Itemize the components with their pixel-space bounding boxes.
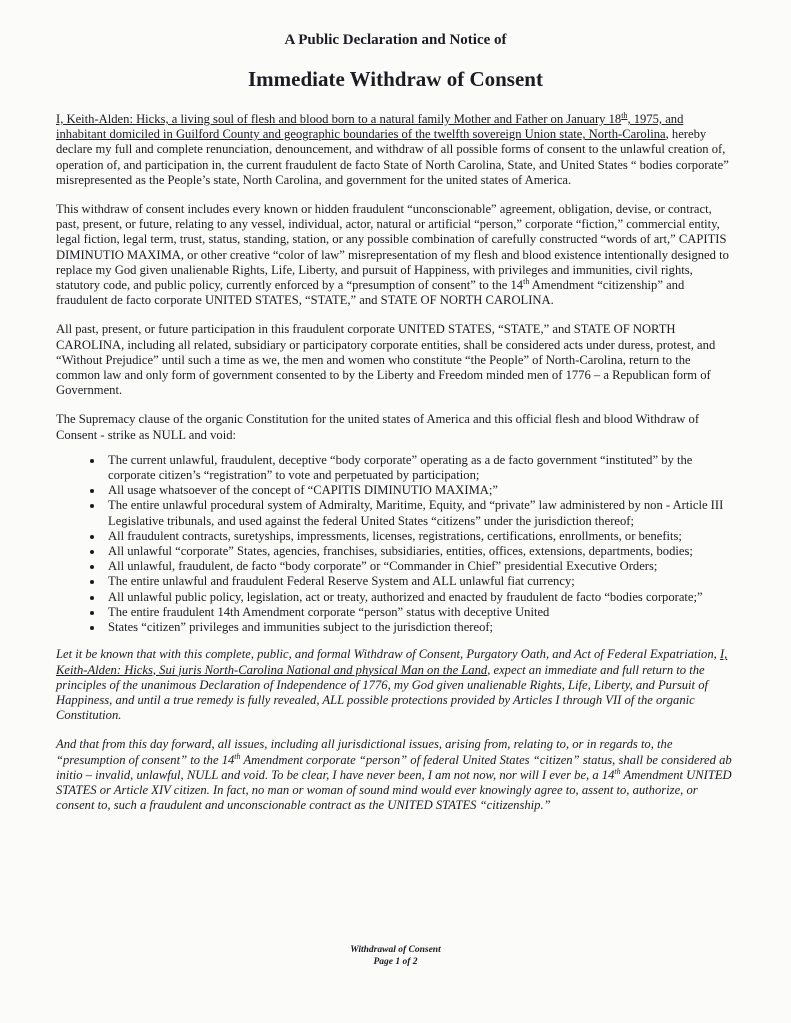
footer-document-name: Withdrawal of Consent — [350, 945, 441, 955]
ordinal-suffix: th — [523, 276, 530, 286]
expatriation-text-part1: Let it be known that with this complete, public, and formal Withdraw of Consent, Purgatory Oath, and Act of Federal Expatriation, — [56, 647, 720, 662]
list-item: • All unlawful public policy, legislation, act or treaty, authorized and enacted by fraudulent de facto “bodies corporate;” — [104, 590, 735, 605]
document-subtitle: A Public Declaration and Notice of — [284, 32, 507, 48]
list-item: • The entire unlawful procedural system of Admiralty, Maritime, Equity, and “private” law administered by non - Article III Legislative tribunals, and used against the federal United States “citizens” under the jurisdiction thereof; — [104, 498, 735, 528]
list-item: • All fraudulent contracts, suretyships, impressments, licenses, registrations, certifications, enrollments, or benefits; — [104, 529, 735, 544]
scope-text-part2: Amendment “citizenship” and fraudulent de facto corporate UNITED STATES, “STATE,” and STATE OF NORTH CAROLINA. — [56, 278, 685, 308]
declaration-body: , hereby declare my full and complete renunciation, denouncement, and withdraw of all possible forms of consent to the unlawful creation of, operation of, and participation in, the current fraudulent de facto State of North Carolina, State, and United States “ bodies corporate” misrepresented as the People’s state, North Carolina, and government for the united states of America. — [56, 127, 729, 187]
declarant-statement-part2: , 1975, and inhabitant domiciled in Guilford County and geographic boundaries of the twelfth sovereign Union state, North-Carolina — [56, 112, 684, 142]
nullification-text-part3: Amendment UNITED STATES or Article XIV citizen. In fact, no man or woman of sound mind would ever knowingly agree to, assent to, authorize, or consent to, such a fraudulent and unconscionable contract as the UNITED STATES “citizenship.” — [56, 767, 732, 813]
ordinal-suffix: th — [614, 766, 621, 776]
list-item: • States “citizen” privileges and immunities subject to the jurisdiction thereof; — [104, 620, 735, 635]
ordinal-suffix: th — [234, 751, 241, 761]
nullification-text-part1: And that from this day forward, all issues, including all jurisdictional issues, arising from, relating to, or in regards to, the “presumption of consent” to the 14 — [56, 737, 673, 767]
expatriation-text-part2: , expect an immediate and full return to the principles of the unanimous Declaration of Independence of 1776, my God given unalienable Rights, Life, Liberty, and Pursuit of Happiness, and until a true remedy is fully revealed, ALL possible protections provided by Articles I through VII of the organic Constitution. — [56, 662, 708, 723]
paragraph-scope — [56, 202, 735, 308]
paragraph-declaration — [56, 112, 735, 188]
list-item: • The current unlawful, fraudulent, deceptive “body corporate” operating as a de facto government “instituted” by the corporate citizen’s “registration” to vote and perpetuated by participation; — [104, 453, 735, 483]
nullified-items-list — [56, 453, 735, 635]
list-item: • The entire fraudulent 14th Amendment corporate “person” status with deceptive United — [104, 605, 735, 620]
ordinal-suffix: th — [621, 110, 628, 120]
declarant-name-statement: I, Keith-Alden: Hicks, Sui juris North-Carolina National and physical Man on the Land — [56, 647, 728, 677]
scope-text-part1: This withdraw of consent includes every known or hidden fraudulent “unconscionable” agreement, obligation, devise, or contract, past, present, or future, relating to any vessel, individual, actor, natural or artificial “person,” corporate “fiction,” commercial entity, legal fiction, legal term, trust, status, standing, station, or any possible combination of carefully constructed “words of art,” CAPITIS DIMINUTIO MAXIMA, or other creative “color of law” misrepresentation of my flesh and blood existence intentionally designed to replace my God given unalienable Rights, Life, Liberty, and pursuit of Happiness, with privileges and immunities, civil rights, statutory code, and public policy, currently enforced by a “presumption of consent” to the 14 — [56, 202, 729, 293]
paragraph-expatriation — [56, 647, 735, 723]
list-item: • All unlawful, fraudulent, de facto “body corporate” or “Commander in Chief” presidential Executive Orders; — [104, 559, 735, 574]
paragraph-supremacy: The Supremacy clause of the organic Constitution for the united states of America and this official flesh and blood Withdraw of Consent - strike as NULL and void: — [56, 412, 700, 442]
document-title: Immediate Withdraw of Consent — [248, 67, 543, 91]
footer-page-number: Page 1 of 2 — [373, 957, 418, 967]
nullification-text-part2: Amendment corporate “person” of federal United States “citizen” status, shall be considered ab initio – invalid, unlawful, NULL and void. To be clear, I have never been, I am not now, nor will I ever be, a 14 — [56, 752, 732, 782]
list-item: • All usage whatsoever of the concept of “CAPITIS DIMINUTIO MAXIMA;” — [104, 483, 735, 498]
declarant-statement-part1: I, Keith-Alden: Hicks, a living soul of flesh and blood born to a natural family Mother and Father on January 18 — [56, 112, 622, 126]
paragraph-participation: All past, present, or future participation in this fraudulent corporate UNITED STATES, “STATE,” and STATE OF NORTH CAROLINA, including all related, subsidiary or participatory corporate entities, shall be considered acts under duress, protest, and “Without Prejudice” until such a time as we, the men and women who constitute “the People” of North-Carolina, return to the common law and only form of government consented to by the Liberty and Freedom minded men of 1776 – a Republican form of Government. — [56, 322, 716, 398]
list-item: • All unlawful “corporate” States, agencies, franchises, subsidiaries, entities, offices, extensions, departments, bodies; — [104, 544, 735, 559]
page-footer — [0, 944, 791, 968]
list-item: • The entire unlawful and fraudulent Federal Reserve System and ALL unlawful fiat currency; — [104, 574, 735, 589]
paragraph-nullification — [56, 737, 735, 813]
